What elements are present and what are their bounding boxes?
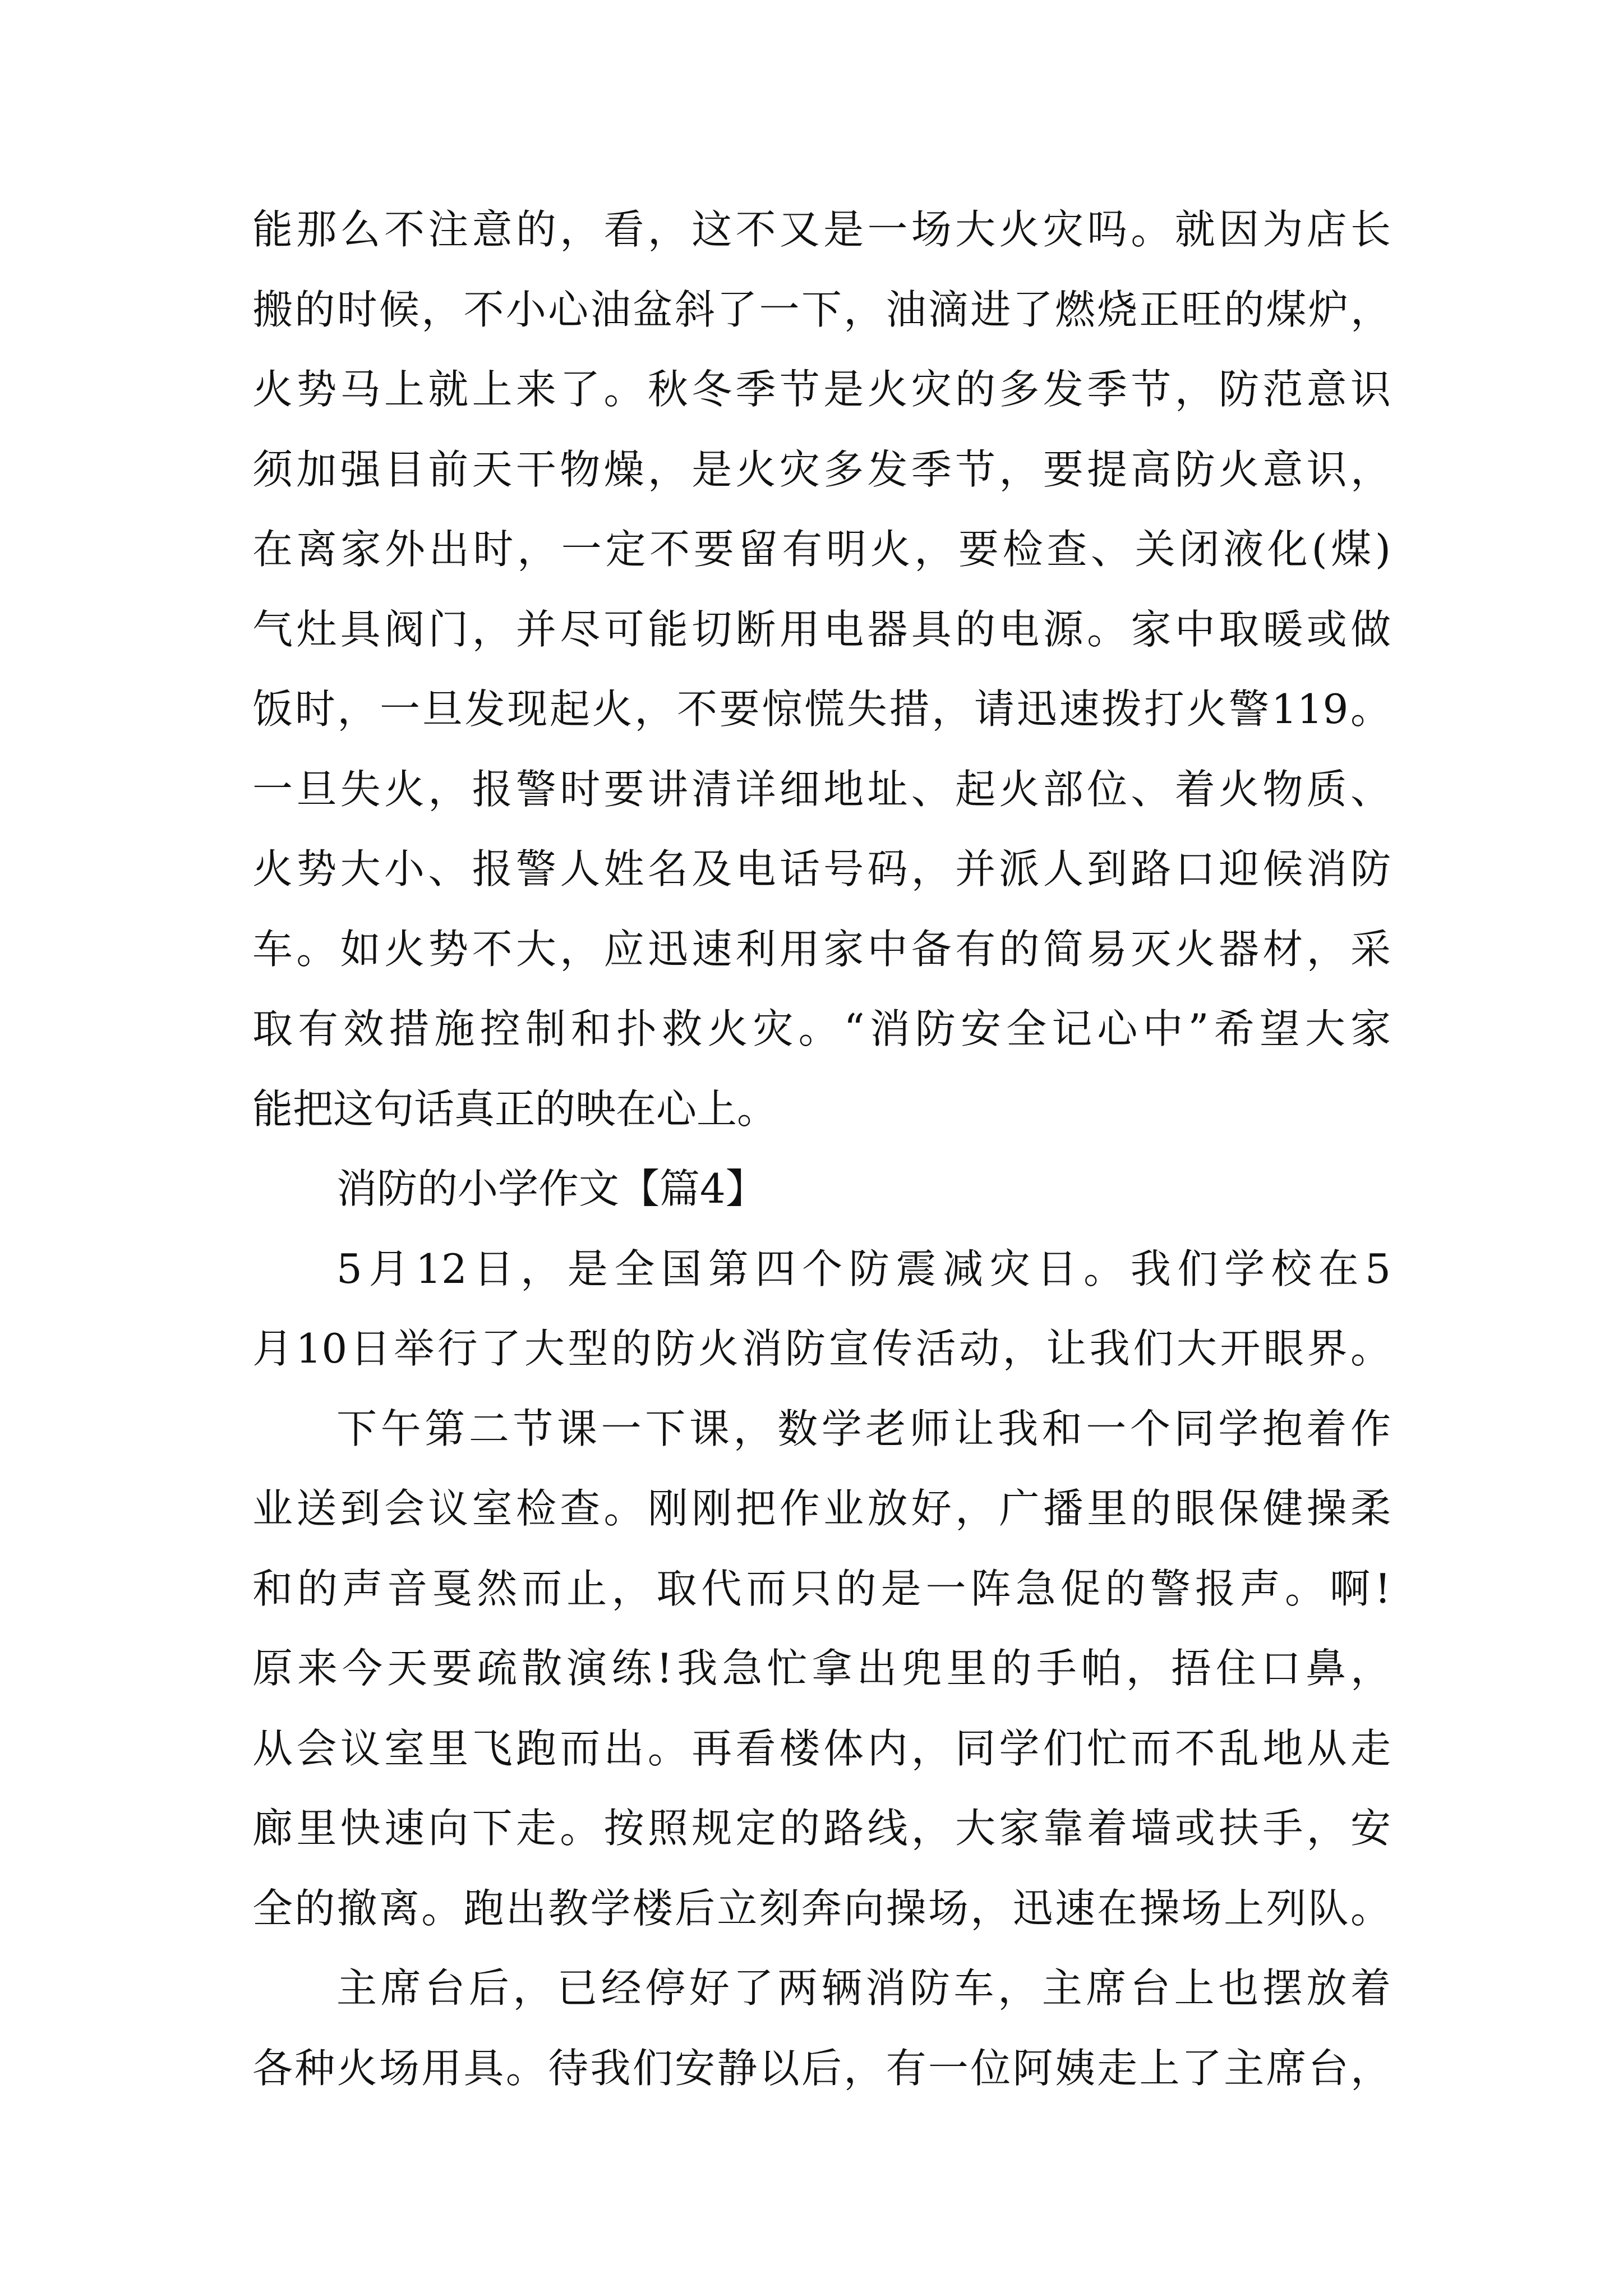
text-line: 主席台后，已经停好了两辆消防车，主席台上也摆放着	[336, 1964, 1391, 2012]
heading-text: 消防的小学作文【篇4】	[336, 1165, 766, 1212]
paragraph-continuation	[252, 190, 1391, 1149]
text-line: 原来今天要疏散演练!我急忙拿出兜里的手帕，捂住口鼻，	[252, 1645, 1391, 1692]
paragraph	[252, 1229, 1391, 1389]
text-line: 全的撤离。跑出教学楼后立刻奔向操场，迅速在操场上列队。	[252, 1884, 1391, 1932]
text-line: 月10日举行了大型的防火消防宣传活动，让我们大开眼界。	[252, 1325, 1391, 1372]
text-line: 和的声音戛然而止，取代而只的是一阵急促的警报声。啊!	[252, 1565, 1391, 1612]
text-line: 从会议室里飞跑而出。再看楼体内，同学们忙而不乱地从走	[252, 1724, 1391, 1772]
text-line: 须加强目前天干物燥，是火灾多发季节，要提高防火意识，	[252, 445, 1391, 493]
text-line: 各种火场用具。待我们安静以后，有一位阿姨走上了主席台，	[252, 2044, 1391, 2092]
text-line: 火势马上就上来了。秋冬季节是火灾的多发季节，防范意识	[252, 366, 1391, 413]
text-line: 气灶具阀门，并尽可能切断用电器具的电源。家中取暖或做	[252, 605, 1391, 653]
text-line: 车。如火势不大，应迅速利用家中备有的简易灭火器材，采	[252, 925, 1391, 973]
text-line: 廊里快速向下走。按照规定的路线，大家靠着墙或扶手，安	[252, 1805, 1391, 1852]
text-line: 取有效措施控制和扑救火灾。“消防安全记心中”希望大家	[252, 1005, 1391, 1052]
text-line: 能把这句话真正的映在心上。	[252, 1085, 778, 1133]
text-line: 下午第二节课一下课，数学老师让我和一个同学抱着作	[336, 1405, 1391, 1452]
text-line: 一旦失火，报警时要讲清详细地址、起火部位、着火物质、	[252, 765, 1391, 813]
section-heading	[252, 1149, 1391, 1229]
document-body	[252, 190, 1391, 2108]
text-line: 火势大小、报警人姓名及电话号码，并派人到路口迎候消防	[252, 845, 1391, 892]
text-line: 能那么不注意的，看，这不又是一场大火灾吗。就因为店长	[252, 206, 1391, 253]
text-line: 饭时，一旦发现起火，不要惊慌失措，请迅速拨打火警119。	[252, 685, 1391, 733]
text-line: 在离家外出时，一定不要留有明火，要检查、关闭液化(煤)	[252, 526, 1391, 573]
text-line: 搬的时候，不小心油盆斜了一下，油滴进了燃烧正旺的煤炉，	[252, 286, 1391, 333]
paragraph	[252, 1948, 1391, 2108]
text-line: 5月12日，是全国第四个防震减灾日。我们学校在5	[336, 1245, 1391, 1292]
text-line: 业送到会议室检查。刚刚把作业放好，广播里的眼保健操柔	[252, 1485, 1391, 1532]
paragraph	[252, 1389, 1391, 1949]
